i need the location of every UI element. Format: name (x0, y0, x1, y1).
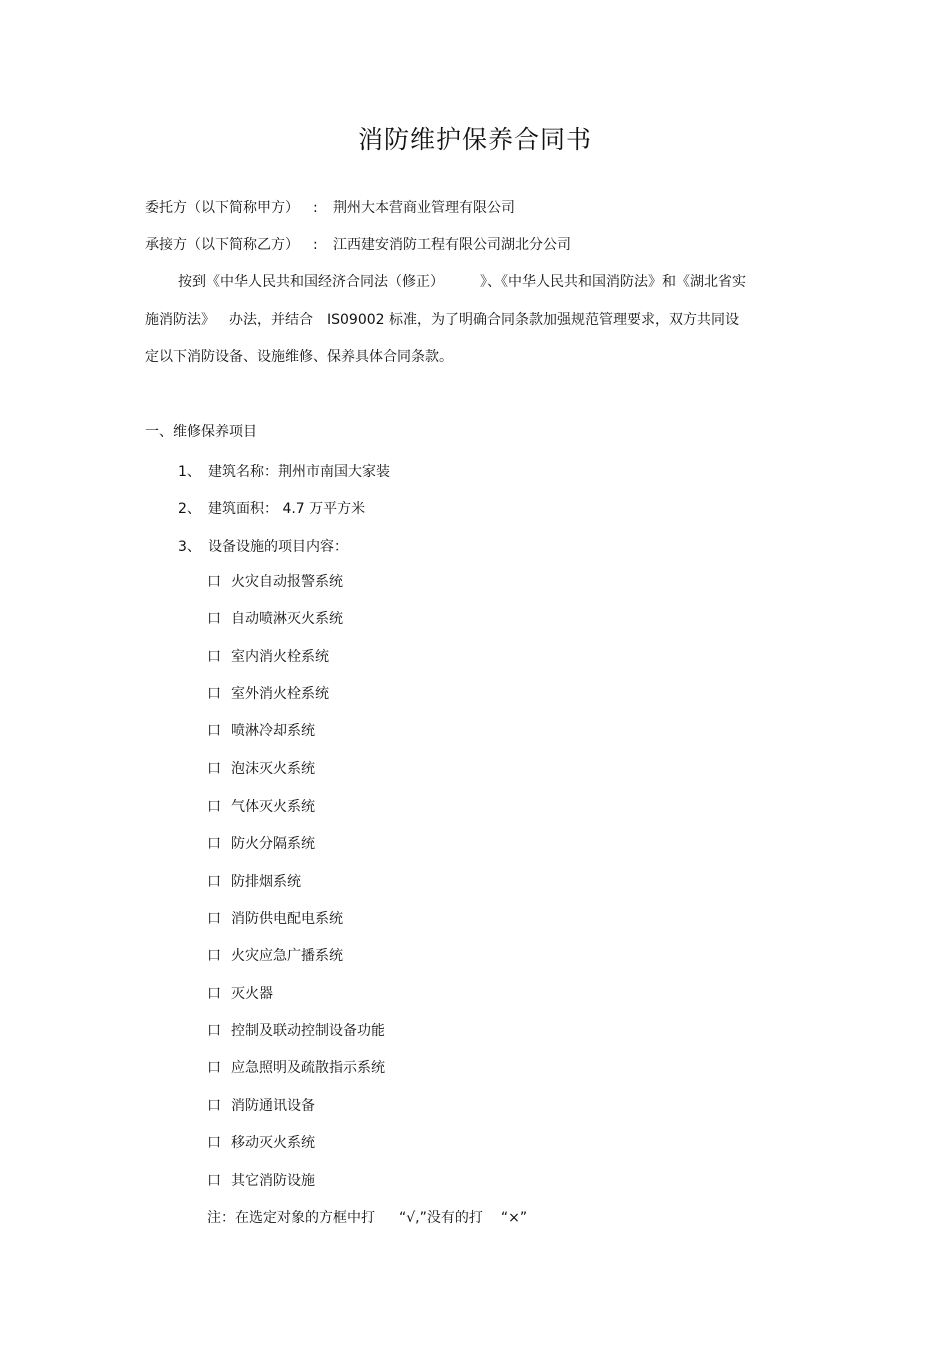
section-heading: 一、维修保养项目 (145, 424, 257, 440)
checklist-label: 喷淋冷却系统 (231, 723, 315, 739)
checkbox-icon[interactable]: 口 (207, 1098, 221, 1114)
list-item-text: 建筑名称：荆州市南国大家装 (208, 464, 390, 480)
checklist-item (207, 684, 329, 704)
checkbox-icon[interactable]: 口 (207, 723, 221, 739)
checklist-item (207, 909, 343, 929)
checklist-label: 室内消火栓系统 (231, 649, 329, 665)
checklist-item (207, 946, 343, 966)
list-item-number: 2、 (178, 501, 201, 517)
note-part-b: “√,”没有的打 (399, 1210, 483, 1226)
checkbox-icon[interactable]: 口 (207, 1060, 221, 1076)
checklist-item (207, 1171, 315, 1191)
checklist-item (207, 984, 273, 1004)
checkbox-icon[interactable]: 口 (207, 1173, 221, 1189)
intro-line-2a: 施消防法》 (145, 312, 215, 328)
checkbox-icon[interactable]: 口 (207, 1023, 221, 1039)
checklist-item (207, 872, 301, 892)
list-item-building-area (178, 499, 365, 519)
client-party-row (145, 198, 515, 218)
checkbox-icon[interactable]: 口 (207, 986, 221, 1002)
checklist-item (207, 721, 315, 741)
checkbox-icon[interactable]: 口 (207, 686, 221, 702)
checklist-label: 泡沫灭火系统 (231, 761, 315, 777)
checklist-label: 火灾应急广播系统 (231, 948, 343, 964)
list-item-text: 建筑面积： 4.7 万平方米 (208, 501, 366, 517)
checklist-label: 自动喷淋灭火系统 (231, 611, 343, 627)
checklist-item (207, 797, 315, 817)
checkbox-icon[interactable]: 口 (207, 1135, 221, 1151)
checklist-item (207, 1096, 315, 1116)
checklist-item (207, 1058, 385, 1078)
checklist-label: 控制及联动控制设备功能 (231, 1023, 385, 1039)
note-part-a: 注：在选定对象的方框中打 (207, 1210, 375, 1226)
checkbox-icon[interactable]: 口 (207, 836, 221, 852)
contractor-value: 江西建安消防工程有限公司湖北分公司 (333, 237, 571, 253)
checklist-item (207, 647, 329, 667)
client-value: 荆州大本营商业管理有限公司 (333, 200, 515, 216)
list-item-number: 3、 (178, 539, 201, 555)
checklist-item (207, 759, 315, 779)
checkbox-icon[interactable]: 口 (207, 611, 221, 627)
contractor-colon: : (313, 237, 318, 253)
intro-line-1b: 》、《中华人民共和国消防法》和《湖北省实 (480, 274, 746, 290)
checkbox-icon[interactable]: 口 (207, 761, 221, 777)
intro-line-1 (178, 272, 746, 292)
intro-line-3: 定以下消防设备、设施维修、保养具体合同条款。 (145, 349, 453, 365)
client-label: 委托方（以下简称甲方） (145, 200, 299, 216)
checklist-label: 消防供电配电系统 (231, 911, 343, 927)
intro-line-2b: 办法，并结合 (229, 312, 313, 328)
checklist-item (207, 834, 315, 854)
checklist-label: 其它消防设施 (231, 1173, 315, 1189)
checklist-label: 火灾自动报警系统 (231, 574, 343, 590)
note-line (207, 1208, 527, 1228)
checklist-label: 防排烟系统 (231, 874, 301, 890)
note-part-c: “×” (500, 1210, 528, 1226)
list-item-building-name (178, 462, 390, 482)
client-colon: : (313, 200, 318, 216)
intro-line-1a: 按到《中华人民共和国经济合同法（修正） (178, 274, 444, 290)
checklist-label: 应急照明及疏散指示系统 (231, 1060, 385, 1076)
contractor-party-row (145, 235, 571, 255)
checkbox-icon[interactable]: 口 (207, 911, 221, 927)
checklist-label: 室外消火栓系统 (231, 686, 329, 702)
contractor-label: 承接方（以下简称乙方） (145, 237, 299, 253)
checklist-item (207, 609, 343, 629)
checklist-label: 消防通讯设备 (231, 1098, 315, 1114)
checklist-label: 气体灭火系统 (231, 799, 315, 815)
intro-line-2 (145, 310, 739, 330)
checkbox-icon[interactable]: 口 (207, 874, 221, 890)
checklist-item (207, 1133, 315, 1153)
checkbox-icon[interactable]: 口 (207, 574, 221, 590)
list-item-facility-contents (178, 537, 348, 557)
checklist-item (207, 1021, 385, 1041)
checkbox-icon[interactable]: 口 (207, 649, 221, 665)
intro-line-2c: IS09002 标准，为了明确合同条款加强规范管理要求，双方共同设 (327, 312, 740, 328)
checkbox-icon[interactable]: 口 (207, 799, 221, 815)
checkbox-icon[interactable]: 口 (207, 948, 221, 964)
list-item-number: 1、 (178, 464, 201, 480)
list-item-text: 设备设施的项目内容： (208, 539, 348, 555)
page-title: 消防维护保养合同书 (357, 125, 592, 154)
checklist-label: 灭火器 (231, 986, 273, 1002)
checklist-item (207, 572, 343, 592)
checklist-label: 防火分隔系统 (231, 836, 315, 852)
checklist-label: 移动灭火系统 (231, 1135, 315, 1151)
